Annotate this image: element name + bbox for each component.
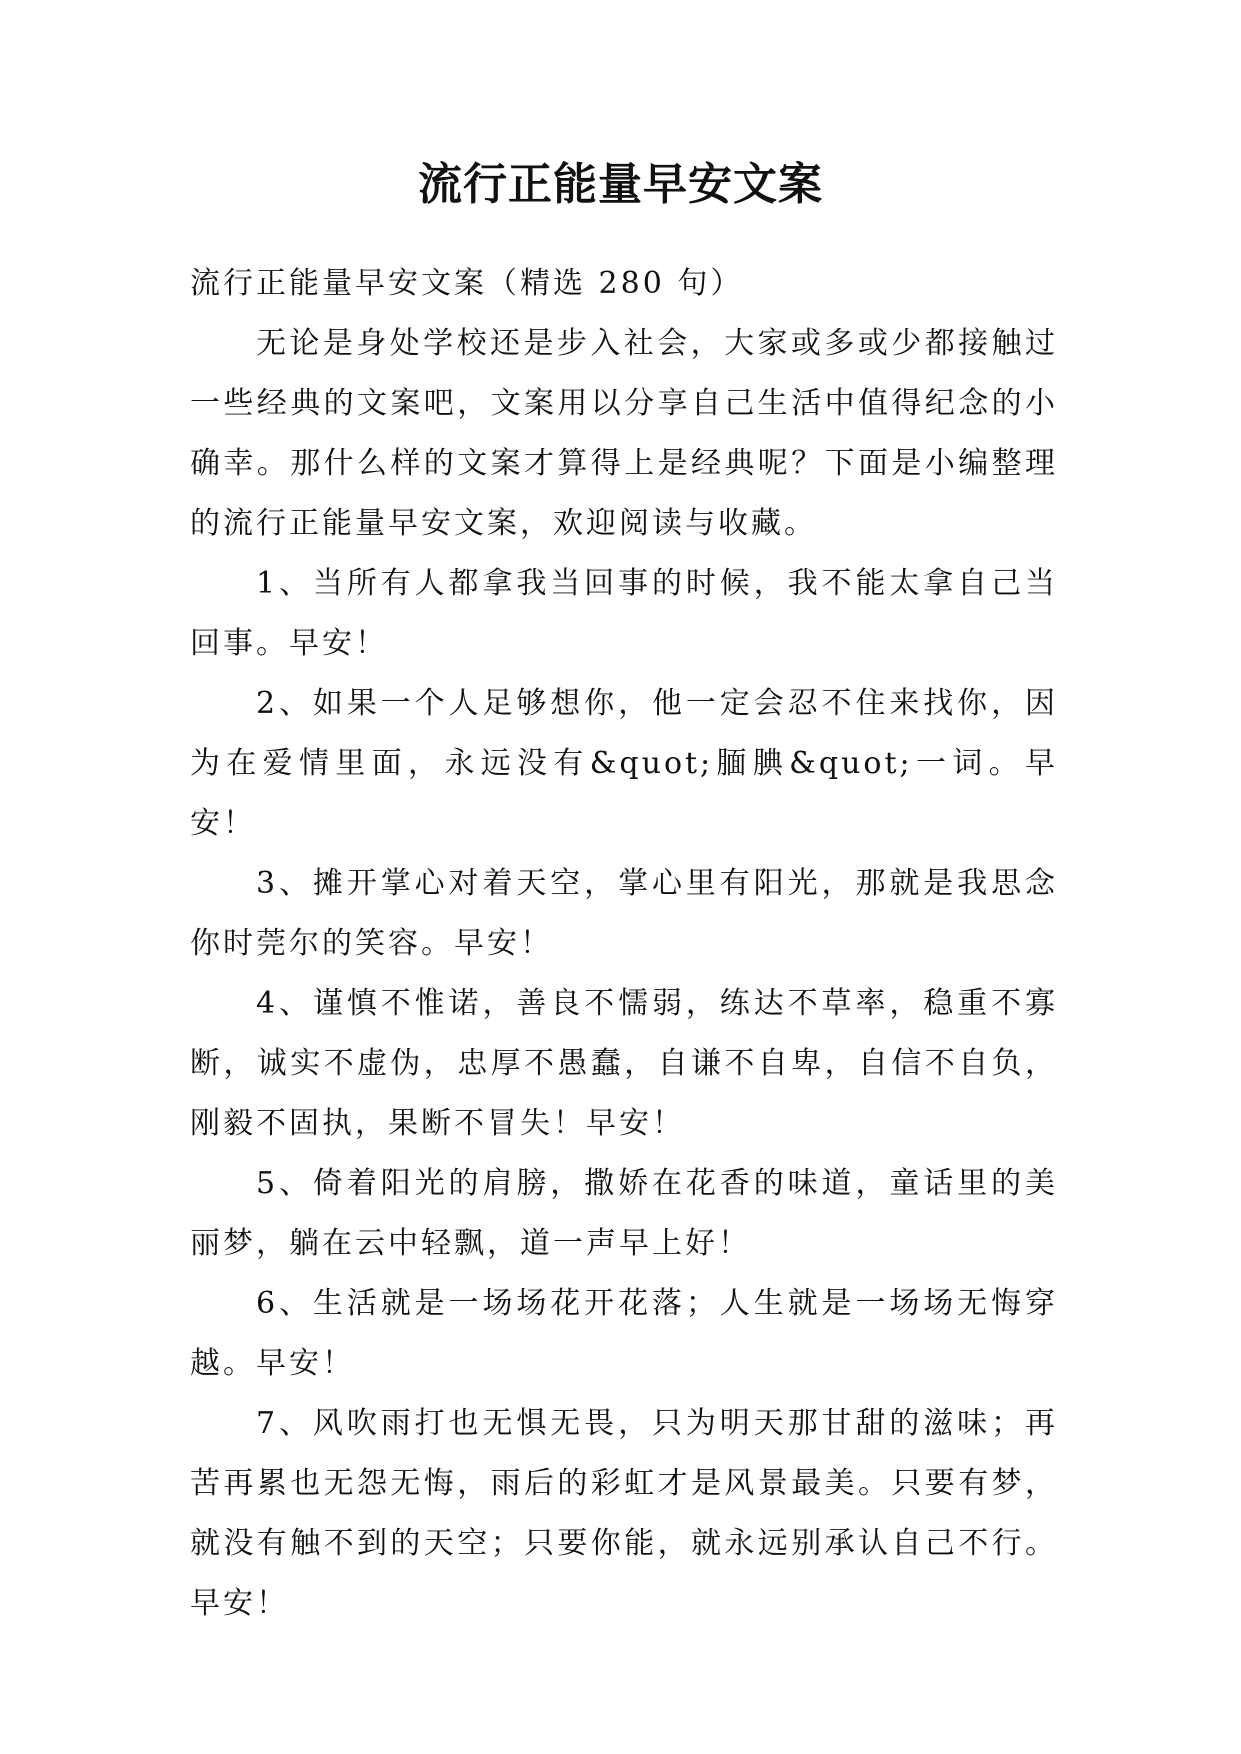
list-item: 2、如果一个人足够想你，他一定会忍不住来找你，因为在爱情里面，永远没有&quot;腼腆&quot;一词。早安！ <box>190 686 1058 841</box>
document-subtitle: 流行正能量早安文案（精选 280 句） <box>190 266 744 301</box>
document-title: 流行正能量早安文案 <box>418 159 823 210</box>
intro-paragraph: 无论是身处学校还是步入社会，大家或多或少都接触过一些经典的文案吧，文案用以分享自己生活中值得纪念的小确幸。那什么样的文案才算得上是经典呢？下面是小编整理的流行正能量早安文案，欢迎阅读与收藏。 <box>190 326 1058 541</box>
list-item: 6、生活就是一场场花开花落；人生就是一场场无悔穿越。早安！ <box>190 1286 1058 1381</box>
list-item: 4、谨慎不惟诺，善良不懦弱，练达不草率，稳重不寡断，诚实不虚伪，忠厚不愚蠢，自谦不自卑，自信不自负，刚毅不固执，果断不冒失！早安！ <box>190 986 1058 1141</box>
list-item: 3、摊开掌心对着天空，掌心里有阳光，那就是我思念你时莞尔的笑容。早安！ <box>190 866 1058 961</box>
list-item: 5、倚着阳光的肩膀，撒娇在花香的味道，童话里的美丽梦，躺在云中轻飘，道一声早上好！ <box>190 1166 1058 1261</box>
document-body <box>190 254 1058 1634</box>
list-item: 7、风吹雨打也无惧无畏，只为明天那甘甜的滋味；再苦再累也无怨无悔，雨后的彩虹才是风景最美。只要有梦，就没有触不到的天空；只要你能，就永远别承认自己不行。早安！ <box>190 1406 1058 1621</box>
list-item: 1、当所有人都拿我当回事的时候，我不能太拿自己当回事。早安！ <box>190 566 1058 661</box>
